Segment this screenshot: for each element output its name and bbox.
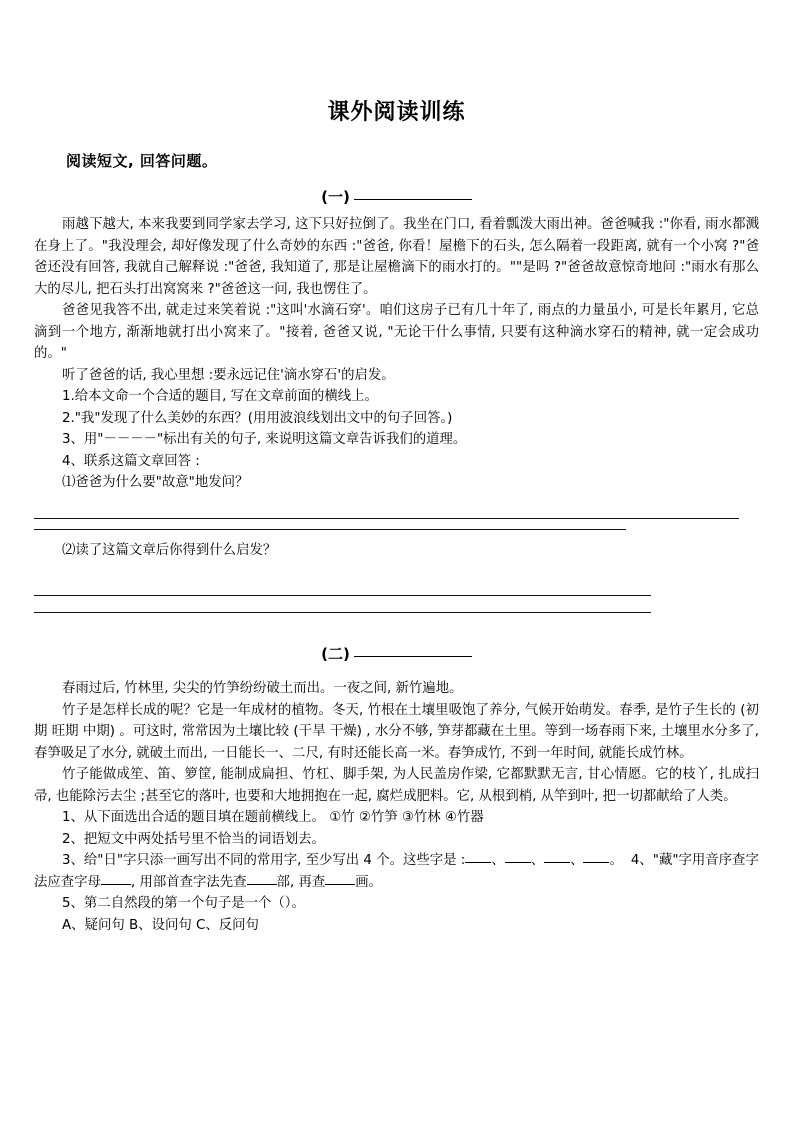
section-two-paragraph-1: 春雨过后, 竹林里, 尖尖的竹笋纷纷破土而出。一夜之间, 新竹遍地。 [62,681,463,696]
section-two-paragraph-3: 竹子能做成笙、笛、箩筐, 能制成扁担、竹杠、脚手架, 为人民盖房作梁, 它都默默无言, 甘心情愿。它的枝丫, 扎成扫帚, 也能除污去尘 ;甚至它的落叶, 也要和大地拥抱在一起, 腐烂成肥料。它, 从根到梢, 从竿到叶, 把一切都献给了人类。 [34,767,759,804]
spacer [34,666,759,678]
question-four-text-b: , 用部首查字法先查 [130,874,247,890]
q3-blank-2[interactable] [505,862,531,863]
q4-blank-3[interactable] [325,884,355,885]
question-four-number: 4、"藏" [630,853,679,868]
spacer [34,585,759,595]
q4-blank-1[interactable] [101,884,131,885]
question-four-text-d: 画。 [355,874,383,890]
section-two-heading [34,613,759,666]
q3-blank-4[interactable] [583,862,609,863]
section-one-number: (一) [321,188,350,206]
section-two-question-1: 1、从下面选出合适的题目填在题前横线上。 ①竹 ②竹笋 ③竹林 ④竹器 [62,810,484,825]
spacer [34,494,759,518]
spacer [34,596,759,612]
section-two-paragraph-2: 竹子是怎样长成的呢？它是一年成材的植物。冬天, 竹根在土壤里吸饱了养分, 气候开始萌发。春季, 是竹子生长的 (初期 旺期 中期) 。可这时, 常常因为土壤比较 (干旱 干燥) , 水分不够, 笋芽都藏在土里。等到一场春雨下来, 土壤里水分多了, 春笋吸足了水分, 就破土而出, 一日能长一、二尺, 有时还能长高一米。春笋成竹, 不到一年时间, 就能长成竹林。 [34,702,759,761]
section-one-subquestion-1: ⑴爸爸为什么要"故意"地发问？ [62,475,249,490]
section-two-question-5-options: A、疑问句 B、设问句 C、反问句 [62,917,259,933]
section-one-question-3: 3、用"－－－－"标出有关的句子, 来说明这篇文章告诉我们的道理。 [62,432,467,447]
q4-blank-2[interactable] [247,884,277,885]
q3-sep-1: 、 [491,853,505,868]
section-two-number: (二) [321,645,350,663]
section-one-question-4: 4、联系这篇文章回答 : [62,453,200,469]
q3-blank-1[interactable] [465,862,491,863]
spacer [34,530,759,540]
question-four-text-a: 字用音序查字法应查字母 [34,853,759,890]
section-one-question-2: 2."我"发现了什么美妙的东西？(用用波浪线划出文中的句子回答。) [62,410,453,426]
section-two-title-blank[interactable] [354,656,472,657]
spacer [34,561,759,585]
section-two-question-3 [34,850,759,893]
instruction-subtitle: 阅读短文, 回答问题。 [66,152,218,170]
section-one-title-blank[interactable] [354,199,472,200]
q3-sep-2: 、 [530,853,545,868]
section-one-question-1: 1.给本文命一个合适的题目, 写在文章前面的横线上。 [62,389,378,404]
question-four-text-c: 部, 再查 [276,874,326,890]
section-one-subquestion-2: ⑵读了这篇文章后你得到什么启发？ [62,542,277,558]
section-one-paragraph-3: 听了爸爸的话, 我心里想 :要永远记住'滴水穿石'的启发。 [62,367,395,383]
q3-tail: 。 [609,853,623,868]
q3-blank-3[interactable] [544,862,570,863]
page-title: 课外阅读训练 [327,100,466,125]
question-three-lead: 3、给"日"字只添一画写出不同的常用字, 至少写出 4 个。这些字是 : [62,853,466,868]
q3-sep-3: 、 [570,853,584,868]
section-two-question-5: 5、第二自然段的第一个句子是一个（）。 [62,896,305,911]
section-one-heading [34,172,759,209]
spacer [34,519,759,529]
section-two-question-2: 2、把短文中两处括号里不恰当的词语划去。 [62,831,325,847]
section-one-paragraph-1: 雨越下越大, 本来我要到同学家去学习, 这下只好拉倒了。我坐在门口, 看着瓢泼大雨出神。爸爸喊我 :"你看, 雨水都溅在身上了。"我没理会, 却好像发现了什么奇妙的东西 :"爸爸, 你看！屋檐下的石头, 怎么隔着一段距离, 就有一个小窝 ?"爸爸还没有回答, 我就自己解释说 :"爸爸, 我知道了, 那是让屋檐滴下的雨水打的。""是吗 ?"爸爸故意惊奇地问 :"雨水有那么大的尽儿, 把石头打出窝窝来 ?"爸爸这一问, 我也愣住了。 [34,217,759,297]
section-one-paragraph-2: 爸爸见我答不出, 就走过来笑着说 :"这叫'水滴石穿'。咱们这房子已有几十年了, 雨点的力量虽小, 可是长年累月, 它总滴到一个地方, 渐渐地就打出小窝来了。"接着, 爸爸又说, "无论干什么事情, 只要有这种滴水穿石的精神, 就一定会成功的。" [34,303,759,361]
